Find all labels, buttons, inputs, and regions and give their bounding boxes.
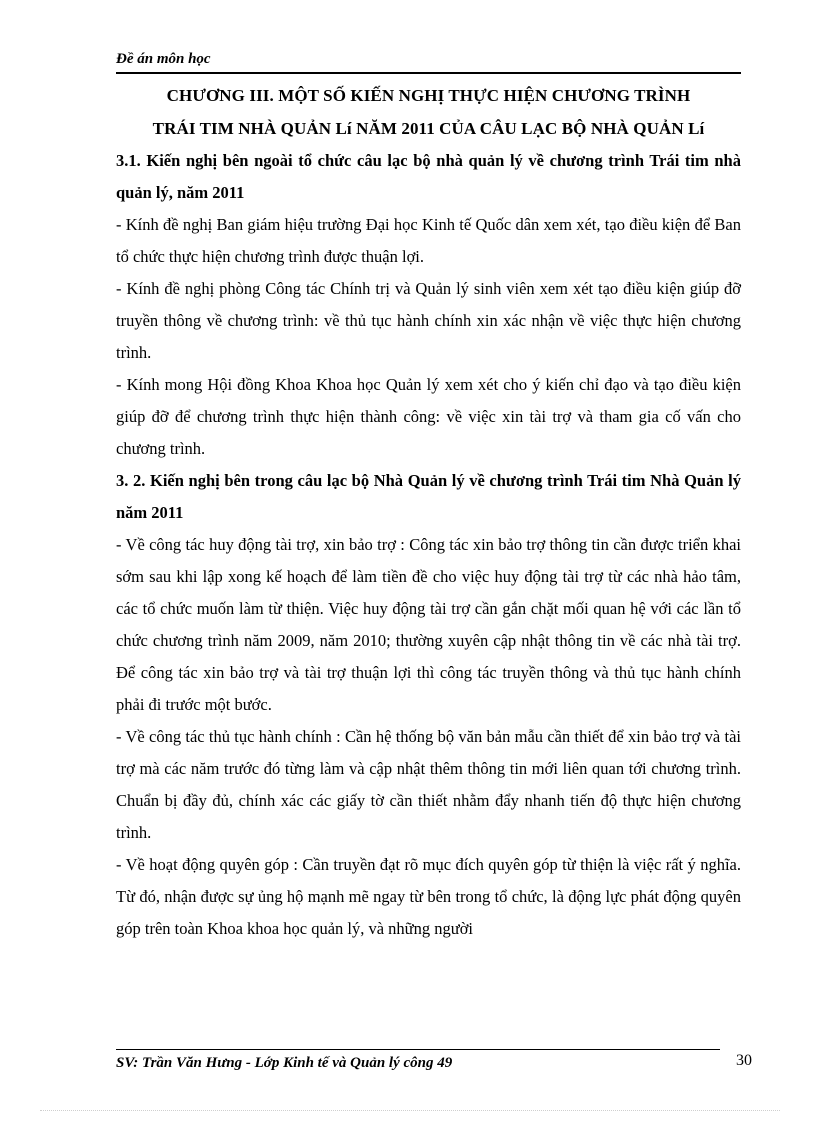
page-edge-dotted-line bbox=[40, 1110, 780, 1111]
paragraph: - Về công tác huy động tài trợ, xin bảo trợ : Công tác xin bảo trợ thông tin cần được triển khai sớm sau khi lập xong kế hoạch để làm tiền đề cho việc huy động tài trợ từ các nhà hảo tâm, các tổ chức muốn làm từ thiện. Việc huy động tài trợ cần gắn chặt mối quan hệ với các lần tổ chức chương trình năm 2009, năm 2010; thường xuyên cập nhật thông tin về các nhà tài trợ. Để công tác xin bảo trợ và tài trợ thuận lợi thì công tác truyền thông và thủ tục hành chính phải đi trước một bước. bbox=[116, 535, 741, 714]
paragraph: - Về hoạt động quyên góp : Cần truyền đạt rõ mục đích quyên góp từ thiện là việc rất ý nghĩa. Từ đó, nhận được sự ủng hộ mạnh mẽ ngay từ bên trong tổ chức, là động lực phát động quyên góp trên toàn Khoa khoa học quản lý, và những người bbox=[116, 855, 741, 938]
running-header: Đề án môn học bbox=[116, 51, 211, 67]
paragraph: - Kính đề nghị Ban giám hiệu trường Đại học Kinh tế Quốc dân xem xét, tạo điều kiện để Ban tổ chức thực hiện chương trình được thuận lợi. bbox=[116, 215, 741, 266]
section-heading-3-2: 3. 2. Kiến nghị bên trong câu lạc bộ Nhà Quản lý về chương trình Trái tim Nhà Quản lý năm 2011 bbox=[116, 471, 741, 522]
page-number: 30 bbox=[736, 1052, 752, 1069]
section-heading-3-1: 3.1. Kiến nghị bên ngoài tổ chức câu lạc bộ nhà quản lý về chương trình Trái tim nhà quản lý, năm 2011 bbox=[116, 151, 741, 202]
paragraph: - Kính mong Hội đồng Khoa Khoa học Quản lý xem xét cho ý kiến chỉ đạo và tạo điều kiện giúp đỡ để chương trình thực hiện thành công: về việc xin tài trợ và tham gia cố vấn cho chương trình. bbox=[116, 375, 741, 458]
paragraph: - Về công tác thủ tục hành chính : Cần hệ thống bộ văn bản mẫu cần thiết để xin bảo trợ và tài trợ mà các năm trước đó từng làm và cập nhật thêm thông tin mới liên quan tới chương trình. Chuẩn bị đầy đủ, chính xác các giấy tờ cần thiết nhằm đẩy nhanh tiến độ thực hiện chương trình. bbox=[116, 727, 741, 842]
chapter-title-line-2: TRÁI TIM NHÀ QUẢN Lí NĂM 2011 CỦA CÂU LẠC BỘ NHÀ QUẢN Lí bbox=[152, 119, 705, 138]
footer-divider bbox=[116, 1049, 720, 1050]
chapter-title-line-1: CHƯƠNG III. MỘT SỐ KIẾN NGHỊ THỰC HIỆN CHƯƠNG TRÌNH bbox=[166, 86, 691, 105]
paragraph: - Kính đề nghị phòng Công tác Chính trị và Quản lý sinh viên xem xét tạo điều kiện giúp đỡ truyền thông về chương trình: về thủ tục hành chính xin xác nhận về việc thực hiện chương trình. bbox=[116, 279, 741, 362]
page-body bbox=[116, 79, 741, 945]
header-divider bbox=[116, 72, 741, 74]
running-footer: SV: Trần Văn Hưng - Lớp Kinh tế và Quản lý công 49 bbox=[116, 1055, 453, 1071]
